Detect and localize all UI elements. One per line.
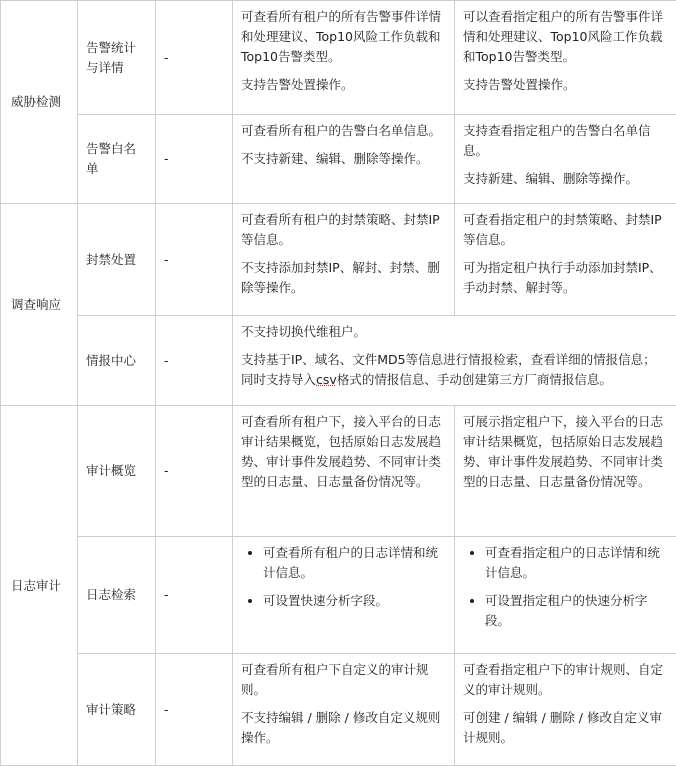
- dash-cell: -: [156, 1, 233, 115]
- cell-paragraph: 不支持编辑 / 删除 / 修改自定义规则操作。: [241, 708, 446, 748]
- table-row: [1, 537, 676, 654]
- cell-paragraph: 支持新建、编辑、删除等操作。: [463, 169, 668, 189]
- specific-tenant-cell: [455, 654, 676, 766]
- bullet-list: [241, 543, 446, 611]
- specific-tenant-cell: [455, 1, 676, 115]
- cell-paragraph: 支持告警处置操作。: [463, 75, 668, 95]
- specific-tenant-cell: [455, 537, 676, 654]
- table-row: [1, 316, 676, 406]
- list-item: • 可查看所有租户的日志详情和统计信息。: [263, 543, 446, 583]
- all-tenants-cell: [233, 1, 455, 115]
- table-row: [1, 654, 676, 766]
- text-segment: 支持基于IP、域名、文件MD5等信息进行情报检索，查看详细的情报信息；同时支持导入: [241, 352, 656, 387]
- cell-paragraph: 可查看所有租户的所有告警事件详情和处理建议、Top10风险工作负载和Top10告警类型。: [241, 7, 446, 67]
- cell-paragraph: 可创建 / 编辑 / 删除 / 修改自定义审计规则。: [463, 708, 668, 748]
- all-tenants-cell: [233, 115, 455, 204]
- cell-paragraph: 不支持添加封禁IP、解封、封禁、删除等操作。: [241, 258, 446, 298]
- category-cell: 威胁检测: [1, 1, 78, 204]
- cell-paragraph: 不支持切换代维租户。: [241, 322, 668, 342]
- category-cell: 日志审计: [1, 406, 78, 766]
- text-segment: 格式的情报信息、手动创建第三方厂商情报信息。: [337, 372, 612, 387]
- cell-paragraph: 可查看指定租户下的审计规则、自定义的审计规则。: [463, 660, 668, 700]
- feature-cell: 日志检索: [78, 537, 156, 654]
- feature-cell: 告警统计与详情: [78, 1, 156, 115]
- feature-cell: 审计概览: [78, 406, 156, 537]
- cell-paragraph: 可查看所有租户下，接入平台的日志审计结果概览，包括原始日志发展趋势、审计事件发展趋势、不同审计类型的日志量、日志量备份情况等。: [241, 412, 446, 492]
- cell-paragraph: 支持告警处置操作。: [241, 75, 446, 95]
- dash-cell: -: [156, 204, 233, 316]
- cell-paragraph: 可查看指定租户的封禁策略、封禁IP等信息。: [463, 210, 668, 250]
- specific-tenant-cell: [455, 406, 676, 537]
- list-item: • 可查看指定租户的日志详情和统计信息。: [485, 543, 668, 583]
- all-tenants-cell: [233, 537, 455, 654]
- dash-cell: -: [156, 654, 233, 766]
- cell-paragraph: 可展示指定租户下，接入平台的日志审计结果概览，包括原始日志发展趋势、审计事件发展趋势、不同审计类型的日志量、日志量备份情况等。: [463, 412, 668, 492]
- text-segment: csv: [316, 372, 337, 387]
- all-tenants-cell: [233, 406, 455, 537]
- specific-tenant-cell: [455, 115, 676, 204]
- cell-paragraph: 不支持新建、编辑、删除等操作。: [241, 149, 446, 169]
- bullet-list: [463, 543, 668, 631]
- dash-cell: -: [156, 537, 233, 654]
- feature-cell: 告警白名单: [78, 115, 156, 204]
- list-item: • 可设置快速分析字段。: [263, 591, 446, 611]
- all-tenants-cell: [233, 204, 455, 316]
- category-cell: 调查响应: [1, 204, 78, 406]
- cell-paragraph: 支持查看指定租户的告警白名单信息。: [463, 121, 668, 161]
- cell-paragraph: [241, 350, 668, 390]
- feature-cell: 情报中心: [78, 316, 156, 406]
- table-row: [1, 115, 676, 204]
- specific-tenant-cell: [455, 204, 676, 316]
- dash-cell: -: [156, 316, 233, 406]
- table-row: [1, 406, 676, 537]
- all-tenants-cell: [233, 654, 455, 766]
- cell-paragraph: 可以查看指定租户的所有告警事件详情和处理建议、Top10风险工作负载和Top10告警类型。: [463, 7, 668, 67]
- merged-description-cell: [233, 316, 676, 406]
- cell-paragraph: 可查看所有租户的封禁策略、封禁IP等信息。: [241, 210, 446, 250]
- feature-cell: 封禁处置: [78, 204, 156, 316]
- cell-paragraph: 可查看所有租户的告警白名单信息。: [241, 121, 446, 141]
- dash-cell: -: [156, 115, 233, 204]
- cell-paragraph: 可为指定租户执行手动添加封禁IP、手动封禁、解封等。: [463, 258, 668, 298]
- feature-cell: 审计策略: [78, 654, 156, 766]
- list-item: • 可设置指定租户的快速分析字段。: [485, 591, 668, 631]
- table-row: [1, 1, 676, 115]
- dash-cell: -: [156, 406, 233, 537]
- table-row: [1, 204, 676, 316]
- cell-paragraph: 可查看所有租户下自定义的审计规则。: [241, 660, 446, 700]
